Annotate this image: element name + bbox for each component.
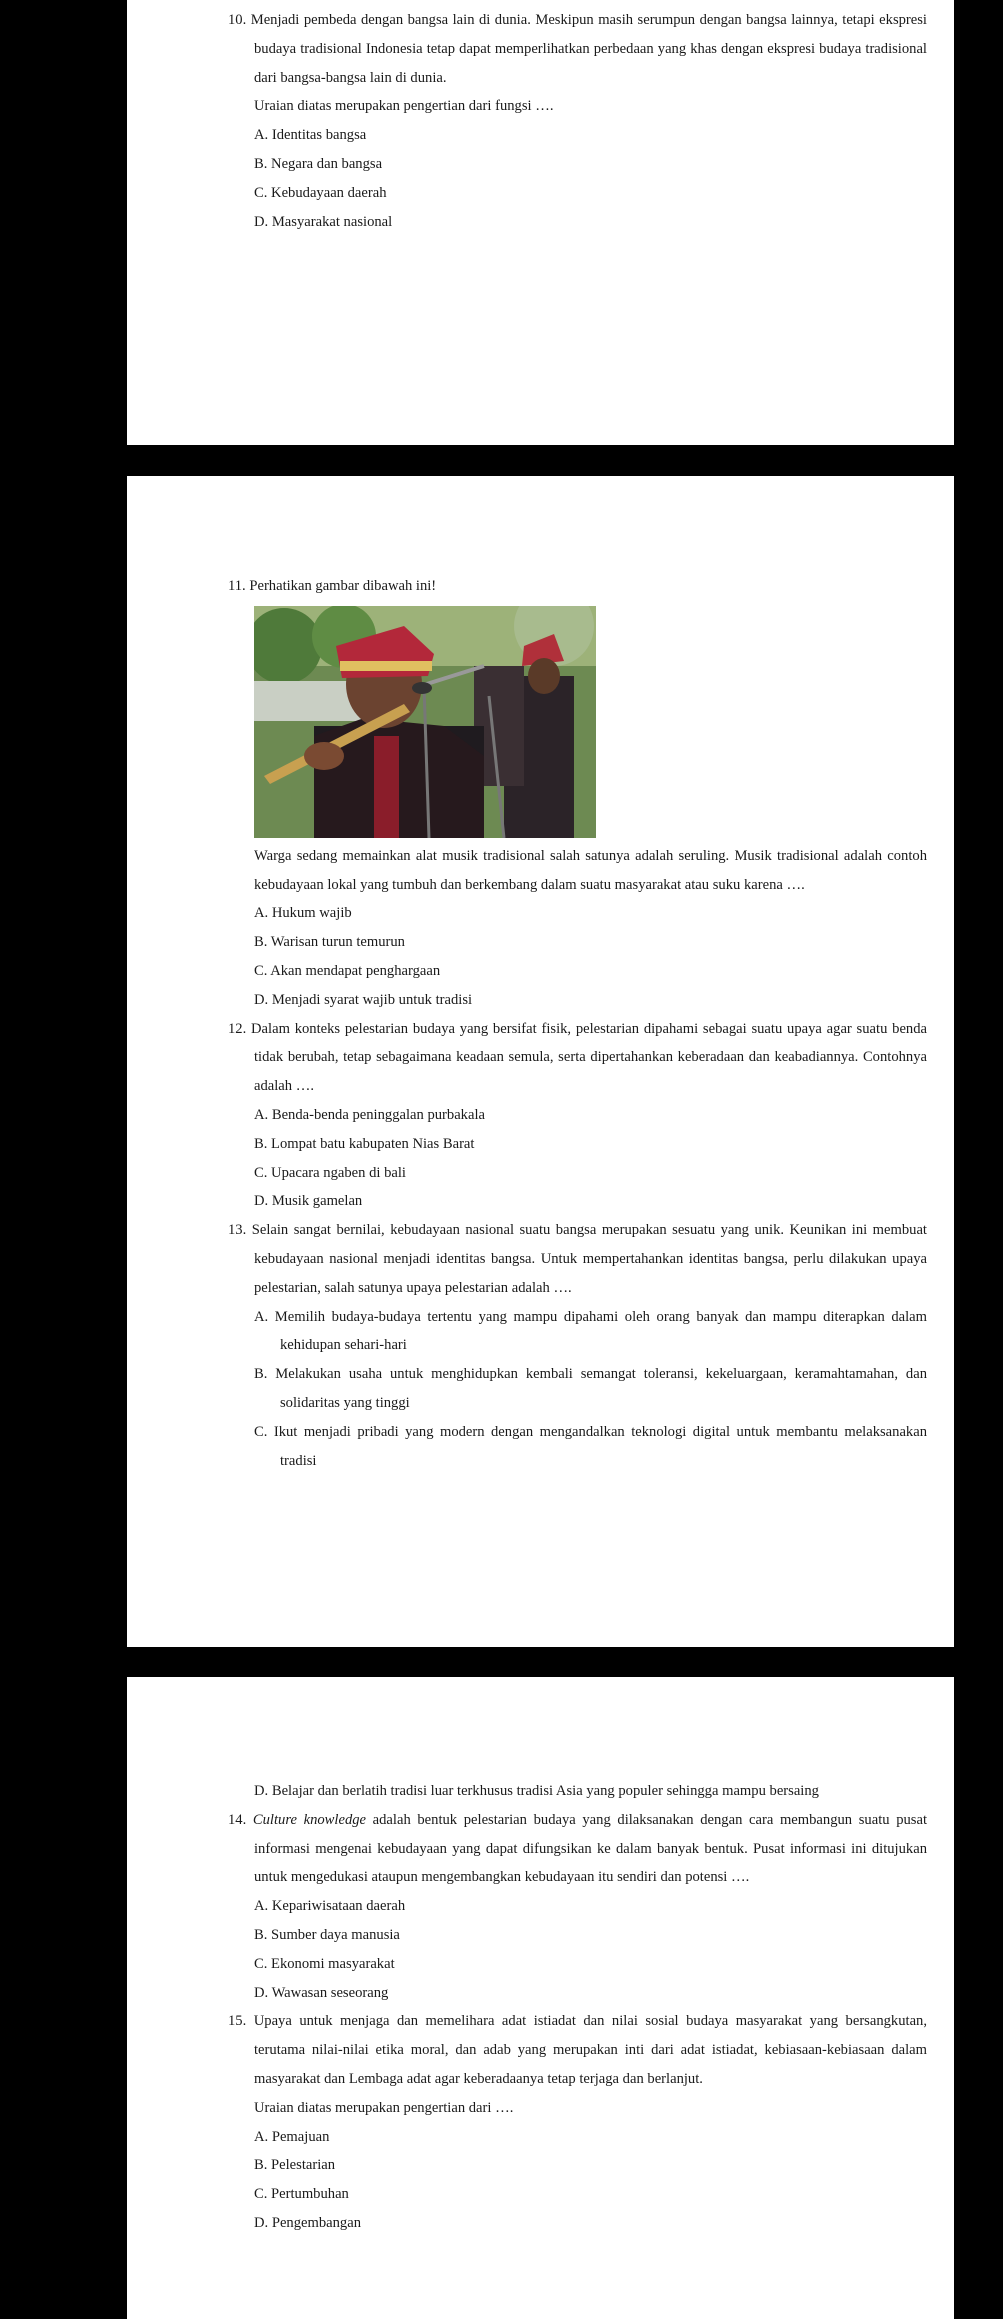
question-15-option-b: B. Pelestarian [254,2157,336,2174]
question-14-option-a: A. Kepariwisataan daerah [254,1898,406,1915]
question-10-option-d: D. Masyarakat nasional [254,213,393,230]
question-12: 12. Dalam konteks pelestarian budaya yang bersifat fisik, pelestarian dipahami sebagai suatu upaya agar suatu benda tidak berubah, tetap sebagaimana keadaan semula, serta dipertahankan keberadaan dan keabadiannya. Contohnya adalah …. [228,1020,927,1095]
question-11-caption: Warga sedang memainkan alat musik tradisional salah satunya adalah seruling. Musik tradisional adalah contoh kebudayaan lokal yang tumbuh dan berkembang dalam suatu masyarakat atau suku karena …. [254,847,927,893]
page-1-content [228,6,927,236]
question-12-option-b: B. Lompat batu kabupaten Nias Barat [254,1135,475,1152]
question-12-option-c: C. Upacara ngaben di bali [254,1164,406,1181]
question-11-option-d: D. Menjadi syarat wajib untuk tradisi [254,991,473,1008]
question-14 [228,1806,927,1892]
question-14-option-d: D. Wawasan seseorang [254,1984,389,2001]
question-14-option-b: B. Sumber daya manusia [254,1926,400,1943]
question-10-option-a: A. Identitas bangsa [254,127,367,144]
question-13-option-a: A. Memilih budaya-budaya tertentu yang mampu dipahami oleh orang banyak dan mampu diterapkan dalam kehidupan sehari-hari [254,1308,927,1354]
question-15-option-a: A. Pemajuan [254,2128,330,2145]
question-14-term: Culture knowledge [252,1811,367,1828]
question-10-option-c: C. Kebudayaan daerah [254,184,387,201]
question-11-option-c: C. Akan mendapat penghargaan [254,962,441,979]
question-11-option-a: A. Hukum wajib [254,905,352,922]
question-15-option-d: D. Pengembangan [254,2214,361,2231]
page-2 [127,476,954,1647]
flute-players-photo [254,606,596,838]
question-14-number: 14. [228,1811,247,1828]
question-10-prompt: Uraian diatas merupakan pengertian dari fungsi …. [254,98,554,115]
question-11-option-b: B. Warisan turun temurun [254,934,405,951]
question-15-option-c: C. Pertumbuhan [254,2186,349,2203]
page-3 [127,1677,954,2319]
question-14-text: adalah bentuk pelestarian budaya yang dilaksanakan dengan cara membangun suatu pusat informasi mengenai kebudayaan yang dapat difungsikan ke dalam banyak bentuk. Pusat informasi ini ditujukan untuk mengedukasi ataupun mengembangkan kebudayaan itu sendiri dan potensi …. [254,1811,927,1886]
question-14-option-c: C. Ekonomi masyarakat [254,1955,395,1972]
question-13: 13. Selain sangat bernilai, kebudayaan nasional suatu bangsa merupakan sesuatu yang unik. Keunikan ini membuat kebudayaan nasional menjadi identitas bangsa. Untuk mempertahankan identitas bangsa, perlu dilakukan upaya pelestarian, salah satunya upaya pelestarian adalah …. [228,1222,927,1296]
question-13-option-b: B. Melakukan usaha untuk menghidupkan kembali semangat toleransi, kekeluargaan, keramahtamahan, dan solidaritas yang tinggi [254,1366,927,1411]
question-12-option-a: A. Benda-benda peninggalan purbakala [254,1106,485,1123]
question-13-option-c: C. Ikut menjadi pribadi yang modern dengan mengandalkan teknologi digital untuk membantu melaksanakan tradisi [254,1423,927,1469]
question-15-prompt: Uraian diatas merupakan pengertian dari …. [254,2099,514,2116]
page-1 [127,0,954,445]
page-3-content [228,1777,927,2238]
question-11: 11. Perhatikan gambar dibawah ini! [228,578,437,594]
question-13-option-d: D. Belajar dan berlatih tradisi luar terkhusus tradisi Asia yang populer sehingga mampu bersaing [254,1783,819,1799]
question-12-option-d: D. Musik gamelan [254,1193,363,1210]
question-10-option-b: B. Negara dan bangsa [254,155,383,172]
question-10: 10. Menjadi pembeda dengan bangsa lain di dunia. Meskipun masih serumpun dengan bangsa lainnya, tetapi ekspresi budaya tradisional Indonesia tetap dapat memperlihatkan perbedaan yang khas dengan ekspresi budaya tradisional dari bangsa-bangsa lain di dunia. [228,12,927,86]
page-2-content [228,572,927,1475]
question-15: 15. Upaya untuk menjaga dan memelihara adat istiadat dan nilai sosial budaya masyarakat yang bersangkutan, terutama nilai-nilai etika moral, dan adab yang merupakan inti dari adat istiadat, kebiasaan-kebiasaan dalam masyarakat dan Lembaga adat agar keberadaanya tetap terjaga dan berlanjut. [228,2013,927,2087]
